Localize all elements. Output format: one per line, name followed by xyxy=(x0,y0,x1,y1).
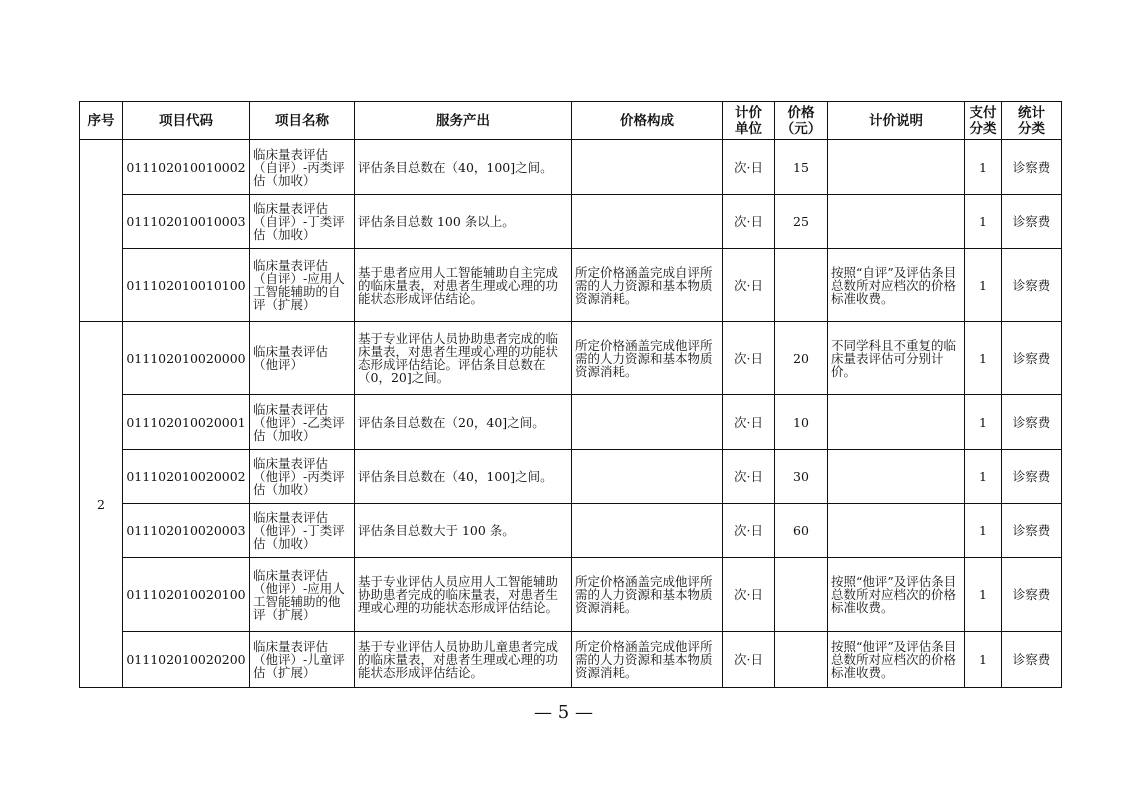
unit-cell: 次·日 xyxy=(723,632,775,688)
price-cell xyxy=(775,558,828,632)
price-table xyxy=(79,101,1062,688)
output-cell: 基于患者应用人工智能辅助自主完成的临床量表，对患者生理或心理的功能状态形成评估结论。 xyxy=(355,249,572,322)
pay-cell: 1 xyxy=(965,322,1002,395)
desc-cell xyxy=(828,140,965,195)
header-unit-line1: 计价 xyxy=(735,104,762,121)
desc-cell: 按照“自评”及评估条目总数所对应档次的价格标准收费。 xyxy=(828,249,965,322)
table-row xyxy=(80,195,1062,249)
header-pay-line1: 支付 xyxy=(969,104,997,121)
unit-cell: 次·日 xyxy=(723,140,775,195)
pay-cell: 1 xyxy=(965,195,1002,249)
code-cell: 011102010010002 xyxy=(123,140,250,195)
name-cell: 临床量表评估（他评）-儿童评估（扩展） xyxy=(250,632,355,688)
header-stat-line1: 统计 xyxy=(1018,104,1045,121)
code-cell: 011102010020001 xyxy=(123,395,250,450)
stat-cell: 诊察费 xyxy=(1002,504,1062,558)
pay-cell: 1 xyxy=(965,558,1002,632)
desc-cell xyxy=(828,450,965,504)
pay-cell: 1 xyxy=(965,395,1002,450)
stat-cell: 诊察费 xyxy=(1002,195,1062,249)
pay-cell: 1 xyxy=(965,632,1002,688)
name-cell: 临床量表评估（他评）-应用人工智能辅助的他评（扩展） xyxy=(250,558,355,632)
header-row xyxy=(80,102,1062,140)
price-cell: 30 xyxy=(775,450,828,504)
composition-cell xyxy=(572,450,723,504)
table-row xyxy=(80,140,1062,195)
stat-cell: 诊察费 xyxy=(1002,632,1062,688)
composition-cell xyxy=(572,504,723,558)
code-cell: 011102010020100 xyxy=(123,558,250,632)
table-row xyxy=(80,249,1062,322)
header-pay xyxy=(965,102,1002,140)
output-cell: 评估条目总数在（40，100]之间。 xyxy=(355,450,572,504)
table-row xyxy=(80,395,1062,450)
pay-cell: 1 xyxy=(965,450,1002,504)
composition-cell xyxy=(572,140,723,195)
output-cell: 评估条目总数在（20，40]之间。 xyxy=(355,395,572,450)
header-price xyxy=(775,102,828,140)
unit-cell: 次·日 xyxy=(723,395,775,450)
price-cell: 60 xyxy=(775,504,828,558)
stat-cell: 诊察费 xyxy=(1002,249,1062,322)
header-stat xyxy=(1002,102,1062,140)
stat-cell: 诊察费 xyxy=(1002,140,1062,195)
header-desc: 计价说明 xyxy=(828,102,965,140)
header-seq: 序号 xyxy=(80,102,123,140)
table-row xyxy=(80,504,1062,558)
price-cell: 15 xyxy=(775,140,828,195)
output-cell: 评估条目总数在（40，100]之间。 xyxy=(355,140,572,195)
seq-cell: 2 xyxy=(80,322,123,688)
output-cell: 基于专业评估人员协助儿童患者完成的临床量表，对患者生理或心理的功能状态形成评估结论。 xyxy=(355,632,572,688)
stat-cell: 诊察费 xyxy=(1002,558,1062,632)
code-cell: 011102010020200 xyxy=(123,632,250,688)
stat-cell: 诊察费 xyxy=(1002,395,1062,450)
composition-cell: 所定价格涵盖完成他评所需的人力资源和基本物质资源消耗。 xyxy=(572,322,723,395)
desc-cell: 按照“他评”及评估条目总数所对应档次的价格标准收费。 xyxy=(828,558,965,632)
header-stat-line2: 分类 xyxy=(1018,120,1045,137)
name-cell: 临床量表评估（他评）-乙类评估（加收） xyxy=(250,395,355,450)
unit-cell: 次·日 xyxy=(723,249,775,322)
table-row xyxy=(80,322,1062,395)
composition-cell xyxy=(572,395,723,450)
code-cell: 011102010010100 xyxy=(123,249,250,322)
name-cell: 临床量表评估（自评）-丁类评估（加收） xyxy=(250,195,355,249)
page-number: — 5 — xyxy=(534,702,593,723)
header-unit-line2: 单位 xyxy=(735,120,762,137)
composition-cell: 所定价格涵盖完成他评所需的人力资源和基本物质资源消耗。 xyxy=(572,632,723,688)
table-row xyxy=(80,450,1062,504)
output-cell: 评估条目总数大于 100 条。 xyxy=(355,504,572,558)
name-cell: 临床量表评估（他评）-丁类评估（加收） xyxy=(250,504,355,558)
code-cell: 011102010020003 xyxy=(123,504,250,558)
header-price-line1: 价格 xyxy=(787,104,815,121)
header-name: 项目名称 xyxy=(250,102,355,140)
header-code: 项目代码 xyxy=(123,102,250,140)
desc-cell xyxy=(828,195,965,249)
desc-cell xyxy=(828,504,965,558)
price-cell: 20 xyxy=(775,322,828,395)
code-cell: 011102010020002 xyxy=(123,450,250,504)
pay-cell: 1 xyxy=(965,504,1002,558)
unit-cell: 次·日 xyxy=(723,504,775,558)
table-row xyxy=(80,558,1062,632)
header-unit xyxy=(723,102,775,140)
code-cell: 011102010020000 xyxy=(123,322,250,395)
unit-cell: 次·日 xyxy=(723,322,775,395)
header-price-line2: （元） xyxy=(780,120,822,137)
price-cell xyxy=(775,632,828,688)
header-pay-line2: 分类 xyxy=(969,120,997,137)
composition-cell: 所定价格涵盖完成自评所需的人力资源和基本物质资源消耗。 xyxy=(572,249,723,322)
output-cell: 基于专业评估人员协助患者完成的临床量表，对患者生理或心理的功能状态形成评估结论。评估条目总数在（0，20]之间。 xyxy=(355,322,572,395)
name-cell: 临床量表评估（自评）-丙类评估（加收） xyxy=(250,140,355,195)
desc-cell: 不同学科且不重复的临床量表评估可分别计价。 xyxy=(828,322,965,395)
header-composition: 价格构成 xyxy=(572,102,723,140)
output-cell: 评估条目总数 100 条以上。 xyxy=(355,195,572,249)
stat-cell: 诊察费 xyxy=(1002,322,1062,395)
price-cell xyxy=(775,249,828,322)
unit-cell: 次·日 xyxy=(723,450,775,504)
name-cell: 临床量表评估（自评）-应用人工智能辅助的自评（扩展） xyxy=(250,249,355,322)
pay-cell: 1 xyxy=(965,140,1002,195)
seq-cell-continued xyxy=(80,140,123,322)
price-cell: 10 xyxy=(775,395,828,450)
desc-cell: 按照“他评”及评估条目总数所对应档次的价格标准收费。 xyxy=(828,632,965,688)
composition-cell xyxy=(572,195,723,249)
output-cell: 基于专业评估人员应用人工智能辅助协助患者完成的临床量表，对患者生理或心理的功能状态形成评估结论。 xyxy=(355,558,572,632)
desc-cell xyxy=(828,395,965,450)
header-output: 服务产出 xyxy=(355,102,572,140)
name-cell: 临床量表评估（他评） xyxy=(250,322,355,395)
table-row xyxy=(80,632,1062,688)
pay-cell: 1 xyxy=(965,249,1002,322)
code-cell: 011102010010003 xyxy=(123,195,250,249)
composition-cell: 所定价格涵盖完成他评所需的人力资源和基本物质资源消耗。 xyxy=(572,558,723,632)
unit-cell: 次·日 xyxy=(723,558,775,632)
name-cell: 临床量表评估（他评）-丙类评估（加收） xyxy=(250,450,355,504)
price-cell: 25 xyxy=(775,195,828,249)
stat-cell: 诊察费 xyxy=(1002,450,1062,504)
unit-cell: 次·日 xyxy=(723,195,775,249)
